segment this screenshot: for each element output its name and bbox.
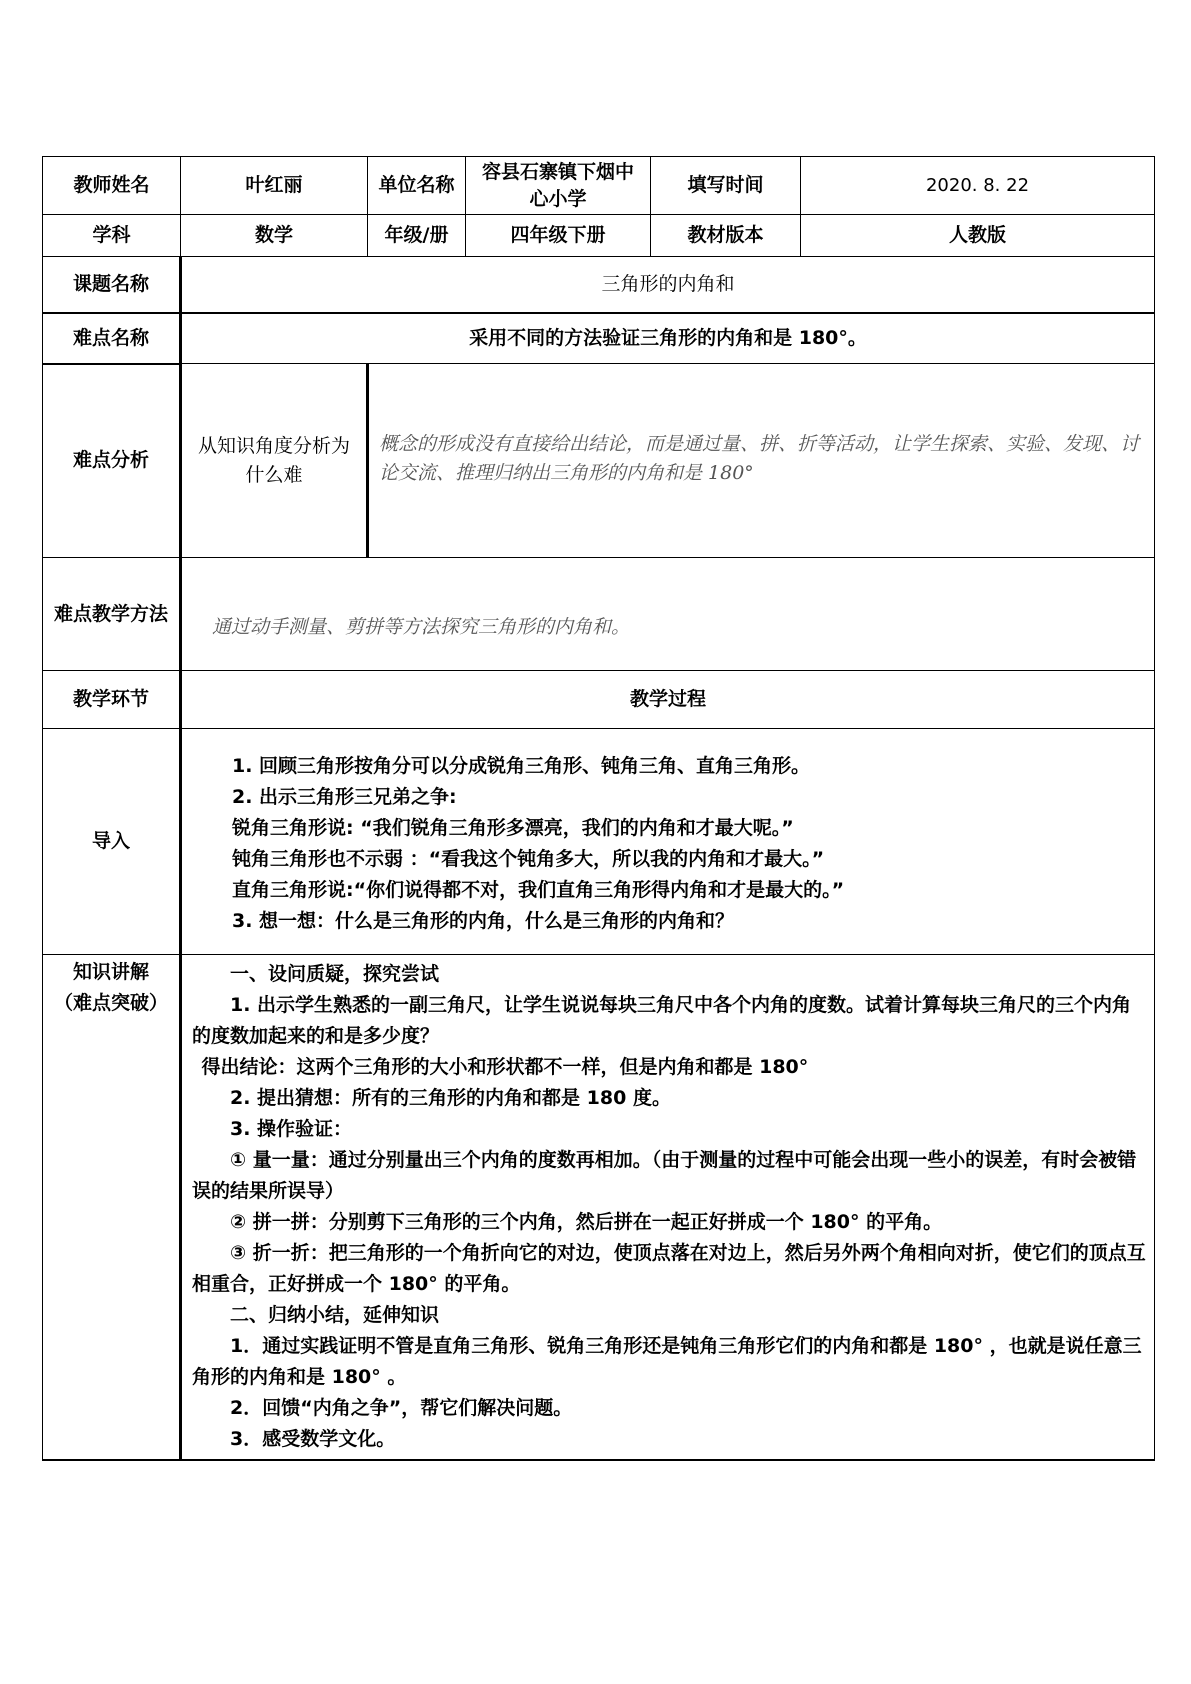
knowledge-line: 一、设问质疑，探究尝试 xyxy=(230,963,440,985)
method-text xyxy=(181,558,1155,671)
analysis-sub-label-line-1: 从知识角度分析为 xyxy=(197,435,350,457)
teacher-value: 叶红丽 xyxy=(181,157,368,215)
analysis-text xyxy=(368,364,1155,558)
knowledge-line: ③ 折一折：把三角形的一个角折向它的对边，使顶点落在对边上，然后另外两个角相向对折，使它们的顶点互相重合，正好拼成一个 180° 的平角。 xyxy=(192,1242,1146,1295)
header-row-2 xyxy=(43,215,1155,257)
analysis-row xyxy=(43,364,1155,558)
topic-value: 三角形的内角和 xyxy=(181,257,1155,313)
edition-value: 人教版 xyxy=(801,215,1155,257)
subject-value: 数学 xyxy=(181,215,368,257)
intro-line: 直角三角形说:“你们说得都不对，我们直角三角形得内角和才是最大的。” xyxy=(232,879,845,901)
knowledge-label-line-1: 知识讲解 xyxy=(72,961,149,983)
unit-label: 单位名称 xyxy=(368,157,466,215)
grade-value: 四年级下册 xyxy=(466,215,651,257)
unit-value-line-2: 心小学 xyxy=(529,187,587,210)
method-row xyxy=(43,558,1155,671)
difficulty-row xyxy=(43,313,1155,364)
knowledge-line: 二、归纳小结，延伸知识 xyxy=(230,1304,440,1326)
date-value: 2020. 8. 22 xyxy=(801,157,1155,215)
process-label: 教学过程 xyxy=(181,671,1155,729)
analysis-text-content: 概念的形成没有直接给出结论，而是通过量、拼、折等活动，让学生探索、实验、发现、讨论交流、推理归纳出三角形的内角和是 180° xyxy=(379,433,1140,484)
intro-row xyxy=(43,729,1155,955)
knowledge-line: 1. 出示学生熟悉的一副三角尺，让学生说说每块三角尺中各个内角的度数。试着计算每块三角尺的三个内角的度数加起来的和是多少度？ xyxy=(192,994,1132,1047)
date-label: 填写时间 xyxy=(651,157,801,215)
intro-label: 导入 xyxy=(43,729,181,955)
knowledge-line: 3．感受数学文化。 xyxy=(230,1428,396,1450)
intro-content xyxy=(181,729,1155,955)
analysis-label: 难点分析 xyxy=(43,364,181,558)
unit-value xyxy=(466,157,651,215)
intro-line: 锐角三角形说: “我们锐角三角形多漂亮，我们的内角和才最大呢。” xyxy=(232,817,794,839)
analysis-sub-label-line-2: 什么难 xyxy=(245,464,303,486)
header-row-1 xyxy=(43,157,1155,215)
knowledge-row xyxy=(43,955,1155,1461)
difficulty-value: 采用不同的方法验证三角形的内角和是 180°。 xyxy=(181,313,1155,364)
analysis-sub-label xyxy=(181,364,368,558)
knowledge-line: ② 拼一拼：分别剪下三角形的三个内角，然后拼在一起正好拼成一个 180° 的平角。 xyxy=(230,1211,943,1233)
knowledge-label-line-2: （难点突破） xyxy=(53,992,168,1014)
difficulty-label: 难点名称 xyxy=(43,313,181,364)
knowledge-line: 2．回馈“内角之争”，帮它们解决问题。 xyxy=(230,1397,573,1419)
knowledge-line: 3. 操作验证： xyxy=(230,1118,353,1140)
knowledge-content xyxy=(181,955,1155,1461)
unit-value-line-1: 容县石寨镇下烟中 xyxy=(481,160,634,183)
knowledge-label xyxy=(43,955,181,1461)
grade-label: 年级/册 xyxy=(368,215,466,257)
process-header-row xyxy=(43,671,1155,729)
knowledge-line: ① 量一量：通过分别量出三个内角的度数再相加。（由于测量的过程中可能会出现一些小的误差，有时会被错误的结果所误导） xyxy=(192,1149,1137,1202)
knowledge-line: 1．通过实践证明不管是直角三角形、锐角三角形还是钝角三角形它们的内角和都是 180° ，也就是说任意三角形的内角和是 180° 。 xyxy=(192,1335,1142,1388)
method-text-content: 通过动手测量、剪拼等方法探究三角形的内角和。 xyxy=(212,615,631,638)
intro-line: 3. 想一想：什么是三角形的内角，什么是三角形的内角和？ xyxy=(232,910,735,932)
knowledge-line: 得出结论：这两个三角形的大小和形状都不一样，但是内角和都是 180° xyxy=(201,1056,809,1078)
intro-line: 2. 出示三角形三兄弟之争: xyxy=(232,786,457,808)
knowledge-line: 2. 提出猜想：所有的三角形的内角和都是 180 度。 xyxy=(230,1087,671,1109)
subject-label: 学科 xyxy=(43,215,181,257)
lesson-plan-table xyxy=(42,156,1155,1461)
process-stage-label: 教学环节 xyxy=(43,671,181,729)
intro-line: 钝角三角形也不示弱 ：“看我这个钝角多大，所以我的内角和才最大。” xyxy=(232,848,825,870)
teacher-label: 教师姓名 xyxy=(43,157,181,215)
edition-label: 教材版本 xyxy=(651,215,801,257)
topic-label: 课题名称 xyxy=(43,257,181,313)
intro-line: 1. 回顾三角形按角分可以分成锐角三角形、钝角三角、直角三角形。 xyxy=(232,755,811,777)
topic-row xyxy=(43,257,1155,313)
method-label: 难点教学方法 xyxy=(43,558,181,671)
